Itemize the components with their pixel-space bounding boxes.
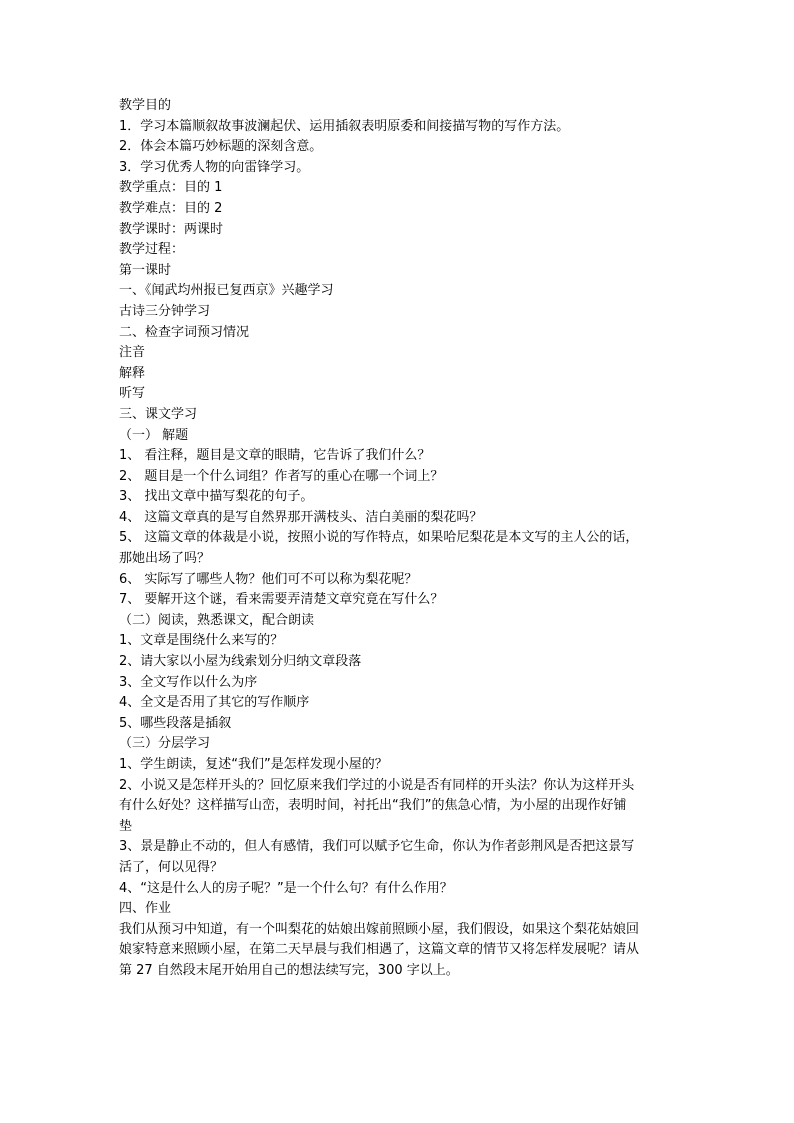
- text-line: 我们从预习中知道，有一个叫梨花的姑娘出嫁前照顾小屋，我们假设，如果这个梨花姑娘回: [119, 921, 640, 937]
- text-line: 1、 看注释，题目是文章的眼睛，它告诉了我们什么？: [119, 448, 431, 464]
- text-line: 1．学习本篇顺叙故事波澜起伏、运用插叙表明原委和间接描写物的写作方法。: [119, 118, 570, 134]
- text-line: 那她出场了吗？: [119, 551, 211, 567]
- text-line: 有什么好处？这样描写山峦，表明时间，衬托出“我们”的焦急心情，为小屋的出现作好铺: [119, 798, 627, 814]
- text-line: 娘家特意来照顾小屋，在第二天早晨与我们相遇了，这篇文章的情节又将怎样发展呢？请从: [119, 942, 640, 958]
- text-line: 1、学生朗读，复述“我们”是怎样发现小屋的？: [119, 757, 388, 772]
- text-line: 四、作业: [119, 901, 172, 917]
- text-line: 二、检查字词预习情况: [119, 324, 250, 340]
- text-line: 1、文章是围绕什么来写的？: [119, 633, 284, 649]
- text-line: 4、“这是什么人的房子呢？”是一个什么句？有什么作用？: [119, 880, 453, 896]
- text-line: 6、 实际写了哪些人物？他们可不可以称为梨花呢？: [119, 571, 418, 587]
- text-line: 注音: [119, 345, 146, 361]
- document-body: [119, 96, 679, 982]
- text-line: 听写: [119, 386, 146, 402]
- text-line: 第 27 自然段末尾开始用自己的想法续写完，300 字以上。: [119, 962, 459, 978]
- text-line: （三）分层学习: [119, 736, 211, 752]
- text-line: 7、 要解开这个谜，看来需要弄清楚文章究竟在写什么？: [119, 592, 444, 608]
- text-line: 教学目的: [119, 98, 172, 113]
- text-line: 3．学习优秀人物的向雷锋学习。: [119, 159, 310, 175]
- text-line: （一） 解题: [119, 427, 189, 443]
- text-line: 3、全文写作以什么为序: [119, 674, 258, 690]
- text-line: 5、 这篇文章的体裁是小说，按照小说的写作特点，如果哈尼梨花是本文写的主人公的话，: [119, 530, 639, 546]
- text-line: 教学难点：目的 2: [119, 200, 223, 216]
- text-line: 一、《闻武均州报已复西京》兴趣学习: [119, 283, 334, 299]
- text-line: 3、 找出文章中描写梨花的句子。: [119, 489, 314, 505]
- text-line: 4、全文是否用了其它的写作顺序: [119, 695, 310, 711]
- text-line: 2．体会本篇巧妙标题的深刻含意。: [119, 139, 323, 155]
- text-line: 第一课时: [119, 262, 172, 278]
- text-line: 教学课时：两课时: [119, 221, 224, 237]
- text-line: 3、景是静止不动的，但人有感情，我们可以赋予它生命，你认为作者彭荆风是否把这景写: [119, 839, 635, 855]
- text-line: 教学重点：目的 1: [119, 180, 223, 196]
- text-line: （二）阅读，熟悉课文，配合朗读: [119, 612, 315, 628]
- text-line: 5、哪些段落是插叙: [119, 715, 232, 731]
- text-line: 2、请大家以小屋为线索划分归纳文章段落: [119, 654, 362, 670]
- text-line: 2、 题目是一个什么词组？作者写的重心在哪一个词上？: [119, 468, 444, 484]
- text-line: 2、小说又是怎样开头的？回忆原来我们学过的小说是否有同样的开头法？你认为这样开头: [119, 777, 635, 793]
- text-line: 活了，何以见得？: [119, 859, 224, 875]
- text-line: 教学过程：: [119, 242, 185, 258]
- text-line: 三、课文学习: [119, 406, 198, 422]
- text-line: 古诗三分钟学习: [119, 303, 211, 319]
- text-line: 垫: [119, 818, 133, 834]
- text-line: 4、 这篇文章真的是写自然界那开满枝头、洁白美丽的梨花吗？: [119, 509, 483, 525]
- text-line: 解释: [119, 365, 146, 381]
